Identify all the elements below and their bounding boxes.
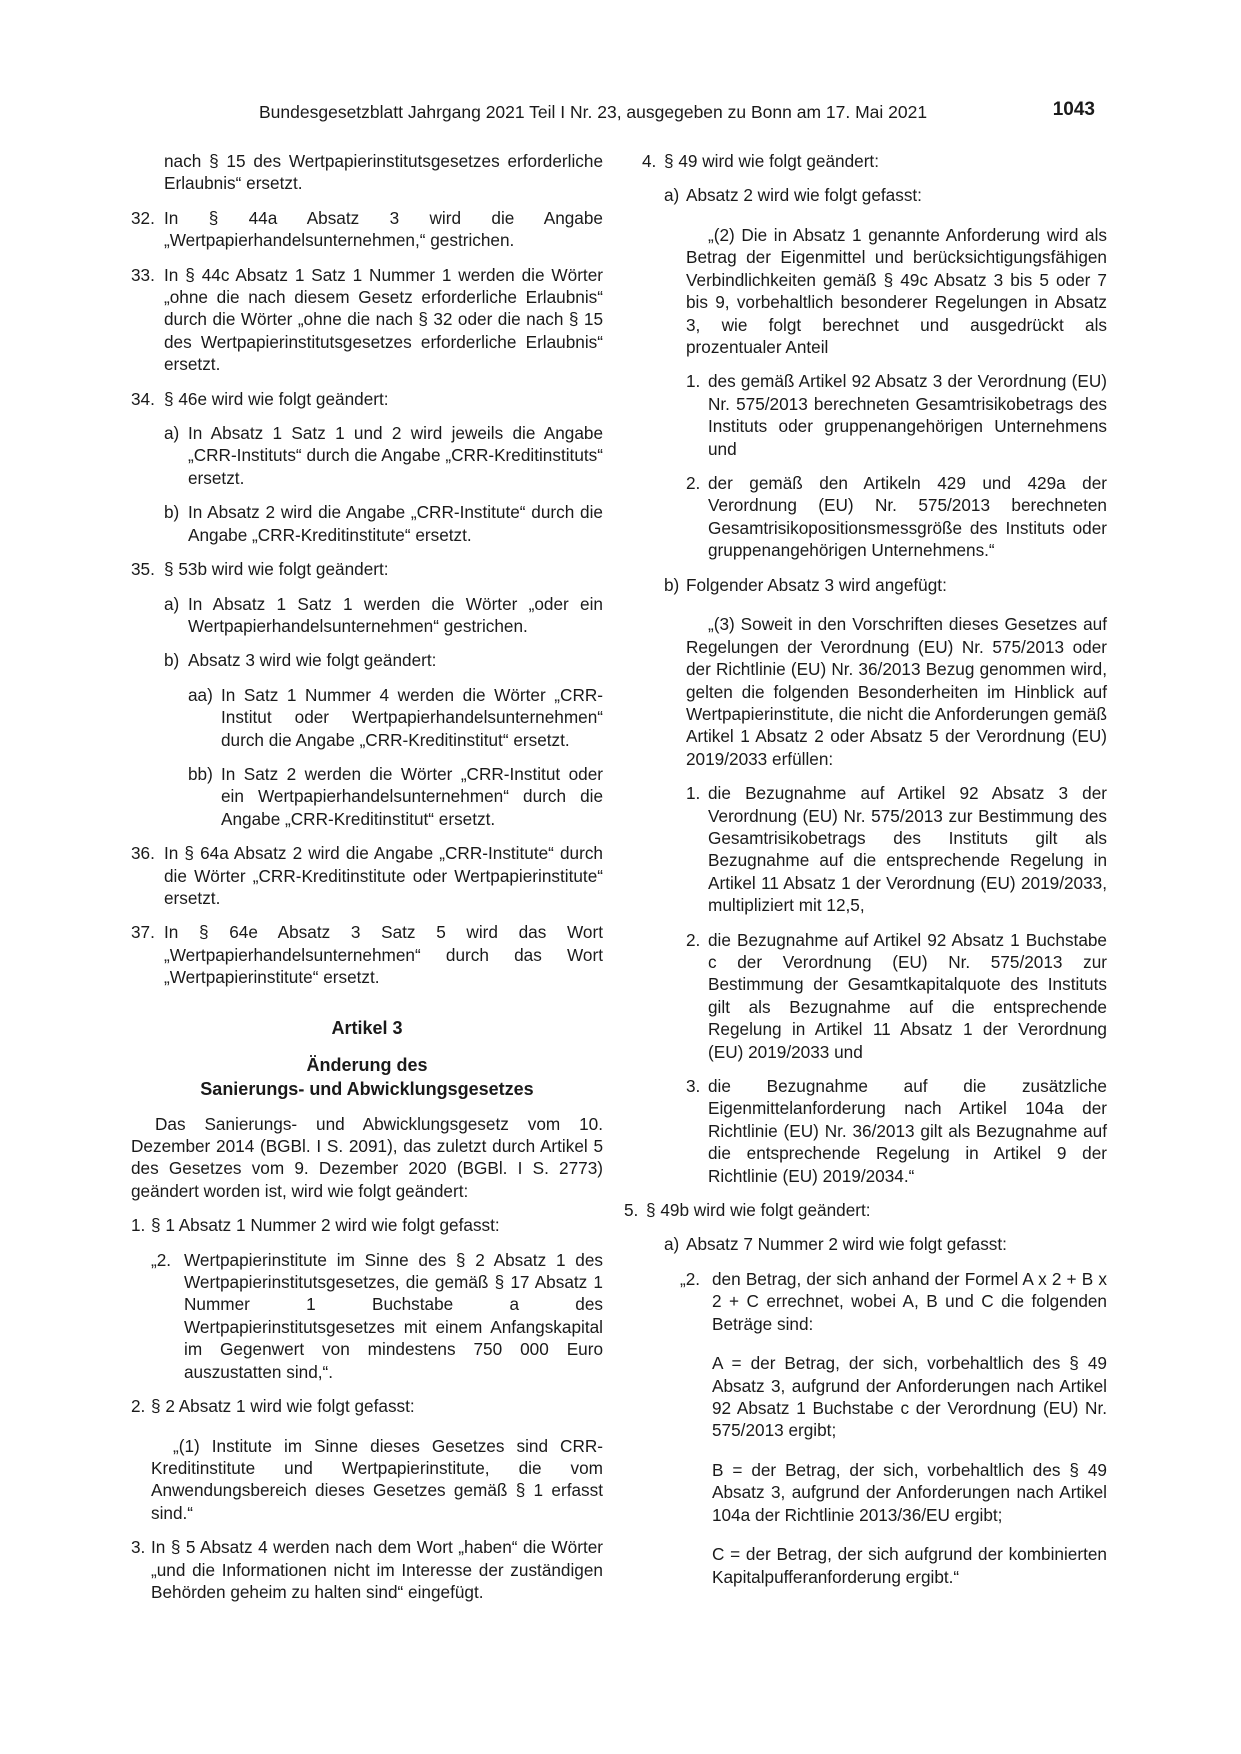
list-item-art3-1: [131, 1214, 603, 1236]
item-text: die Bezugnahme auf Artikel 92 Absatz 1 Buchstabe c der Verordnung (EU) Nr. 575/2013 zur Bestimmung der Gesamtkapitalquote des Instituts gilt als Bezugnahme auf die entsprechende Regelung in Artikel 11 Absatz 1 der Verordnung (EU) 2019/2033 und: [708, 929, 1107, 1062]
list-item-35: [131, 558, 603, 580]
item-text: In Satz 2 werden die Wörter „CRR-Institut oder ein Wertpapierhandelsunternehmen“ durch die Angabe „CRR-Kreditinstitut“ ersetzt.: [221, 763, 603, 829]
item-number: „2.: [151, 1249, 172, 1270]
item-number: 1.: [686, 783, 701, 804]
list-item-34b: [164, 501, 603, 546]
item-number: 1.: [686, 371, 701, 392]
formula-term-c: C = der Betrag, der sich aufgrund der kombinierten Kapitalpufferanforderung ergibt.“: [712, 1544, 1107, 1587]
item-text: § 49 wird wie folgt geändert:: [664, 151, 879, 171]
list-item-35a: [164, 593, 603, 638]
quoted-item-2: [680, 1268, 1107, 1335]
right-column: [624, 150, 1107, 1600]
list-item-art3-2: [131, 1395, 603, 1417]
list-item-4a-1: [686, 370, 1107, 460]
list-item-34: [131, 388, 603, 410]
item-number: „2.: [680, 1268, 701, 1289]
item-text: Folgender Absatz 3 wird angefügt:: [686, 574, 947, 595]
item-number: 36.: [131, 843, 155, 864]
item-number: 4.: [642, 151, 657, 171]
item-text: Absatz 7 Nummer 2 wird wie folgt gefasst:: [686, 1234, 1007, 1255]
list-item-37: [131, 921, 603, 988]
item-letter: a): [664, 185, 680, 206]
item-text: Absatz 2 wird wie folgt gefasst:: [686, 185, 922, 206]
header-title: Bundesgesetzblatt Jahrgang 2021 Teil I Nr. 23, ausgegeben zu Bonn am 17. Mai 2021: [259, 102, 928, 122]
item-letter: a): [664, 1234, 680, 1255]
article-heading: Artikel 3: [331, 1017, 403, 1038]
item-text: § 2 Absatz 1 wird wie folgt gefasst:: [151, 1396, 415, 1417]
article-title-line-1: Änderung des: [306, 1054, 428, 1075]
item-text: der gemäß den Artikeln 429 und 429a der Verordnung (EU) Nr. 575/2013 berechneten Gesamtrisikopositionsmessgröße des Instituts oder gruppenangehörigen Unternehmens.“: [708, 473, 1107, 561]
list-item-5: [624, 1199, 1107, 1221]
list-item-35b-bb: [188, 763, 603, 830]
item-text: In § 5 Absatz 4 werden nach dem Wort „haben“ die Wörter „und die Informationen nicht im Interesse der zuständigen Behörden geheim zu halten sind“ eingefügt.: [151, 1537, 603, 1603]
left-column: [131, 150, 603, 1616]
item-number: 34.: [131, 388, 155, 409]
quoted-paragraph: „(3) Soweit in den Vorschriften dieses Gesetzes auf Regelungen der Verordnung (EU) Nr. 575/2013 oder der Richtlinie (EU) Nr. 36/2013 Bezug genommen wird, gelten die folgenden Besonderheiten im Hinblick auf Wertpapierinstitute, die nicht die Anforderungen gemäß Artikel 1 Absatz 2 oder Absatz 5 der Verordnung (EU) 2019/2033 erfüllen:: [686, 614, 1107, 769]
formula-term-b: B = der Betrag, der sich, vorbehaltlich des § 49 Absatz 3, aufgrund der Anforderungen nach Artikel 104a der Richtlinie 2013/36/EU ergibt;: [712, 1460, 1107, 1525]
item-text: Wertpapierinstitute im Sinne des § 2 Absatz 1 des Wertpapierinstitutsgesetzes, die gemäß § 17 Absatz 1 Nummer 1 Buchstabe a des Wertpapierinstitutsgesetzes mit einem Anfangskapital im Gegenwert von mindestens 750 000 Euro auszustatten sind,“.: [184, 1249, 603, 1382]
quoted-item-2: [151, 1249, 603, 1383]
list-item-4a: [664, 184, 1107, 206]
continuation-text: nach § 15 des Wertpapierinstitutsgesetzes erforderliche Erlaubnis“ ersetzt.: [164, 151, 603, 194]
item-letter: bb): [188, 763, 213, 784]
list-item-36: [131, 842, 603, 909]
list-item-5a: [664, 1233, 1107, 1255]
item-number: 2.: [686, 473, 701, 494]
item-number: 32.: [131, 207, 155, 228]
item-text: In Satz 1 Nummer 4 werden die Wörter „CRR-Institut oder Wertpapierhandelsunternehmen“ durch die Angabe „CRR-Kreditinstitut“ ersetzt.: [221, 684, 603, 750]
item-text: die Bezugnahme auf die zusätzliche Eigenmittelanforderung nach Artikel 104a der Richtlinie (EU) Nr. 36/2013 gilt als Bezugnahme auf die entsprechende Regelung in Artikel 9 der Richtlinie (EU) 2019/2034.“: [708, 1076, 1107, 1186]
item-number: 3.: [131, 1537, 146, 1558]
item-text: In § 64e Absatz 3 Satz 5 wird das Wort „Wertpapierhandelsunternehmen“ durch das Wort „Wertpapierinstitute“ ersetzt.: [164, 922, 603, 988]
item-letter: b): [664, 574, 680, 595]
list-item-4b-3: [686, 1075, 1107, 1187]
item-letter: b): [164, 650, 180, 671]
item-number: 1.: [131, 1215, 146, 1236]
item-letter: aa): [188, 684, 213, 705]
list-item-4a-2: [686, 472, 1107, 562]
quoted-paragraph: „(2) Die in Absatz 1 genannte Anforderung wird als Betrag der Eigenmittel und berücksichtigungsfähigen Verbindlichkeiten gemäß § 49c Absatz 3 bis 5 oder 7 bis 9, vorbehaltlich besonderer Regelungen in Absatz 3, wie folgt berechnet und ausgedrückt als prozentualer Anteil: [686, 225, 1107, 358]
formula-term-a: A = der Betrag, der sich, vorbehaltlich des § 49 Absatz 3, aufgrund der Anforderungen nach Artikel 92 Absatz 1 Buchstabe c der Verordnung (EU) Nr. 575/2013 ergibt;: [712, 1353, 1107, 1441]
item-text: § 49b wird wie folgt geändert:: [646, 1200, 871, 1221]
item-number: 33.: [131, 264, 155, 285]
list-item-33: [131, 264, 603, 376]
item-number: 3.: [686, 1076, 701, 1096]
item-number: 5.: [624, 1200, 639, 1221]
page-number: 1043: [1052, 99, 1095, 120]
quoted-paragraph: „(1) Institute im Sinne dieses Gesetzes sind CRR-Kreditinstitute und Wertpapierinstitute, die vom Anwendungsbereich dieses Gesetzes gemäß § 1 erfasst sind.“: [151, 1435, 603, 1523]
item-text: Absatz 3 wird wie folgt geändert:: [188, 650, 437, 671]
list-item-35b: [164, 649, 603, 671]
item-number: 2.: [686, 929, 701, 950]
item-text: In Absatz 1 Satz 1 werden die Wörter „oder ein Wertpapierhandelsunternehmen“ gestrichen.: [188, 593, 603, 636]
item-text: In § 64a Absatz 2 wird die Angabe „CRR-Institute“ durch die Wörter „CRR-Kreditinstitute oder Wertpapierinstitute“ ersetzt.: [164, 843, 603, 908]
list-item-4: [642, 150, 1107, 172]
item-text: In § 44c Absatz 1 Satz 1 Nummer 1 werden die Wörter „ohne die nach diesem Gesetz erforderliche Erlaubnis“ durch die Wörter „ohne die nach § 32 oder die nach § 15 des Wertpapierinstitutsgesetzes erforderliche Erlaubnis“ ersetzt.: [164, 264, 603, 375]
item-text: § 53b wird wie folgt geändert:: [164, 559, 389, 580]
item-text: In § 44a Absatz 3 wird die Angabe „Wertpapierhandelsunternehmen,“ gestrichen.: [164, 207, 603, 251]
list-item-32: [131, 207, 603, 252]
item-text: die Bezugnahme auf Artikel 92 Absatz 3 der Verordnung (EU) Nr. 575/2013 zur Bestimmung des Gesamtrisikobetrags des Instituts gilt als Bezugnahme auf die entsprechende Regelung in Artikel 11 Absatz 1 der Verordnung (EU) 2019/2033, multipliziert mit 12,5,: [708, 783, 1107, 916]
item-text: des gemäß Artikel 92 Absatz 3 der Verordnung (EU) Nr. 575/2013 berechneten Gesamtrisikobetrags des Instituts oder gruppenangehörigen Unternehmens und: [708, 371, 1107, 459]
item-text: In Absatz 1 Satz 1 und 2 wird jeweils die Angabe „CRR-Instituts“ durch die Angabe „CRR-Kreditinstituts“ ersetzt.: [188, 423, 603, 488]
article-title-line-2: Sanierungs- und Abwicklungsgesetzes: [200, 1078, 534, 1099]
item-number: 35.: [131, 559, 155, 580]
list-item-4b: [664, 574, 1107, 596]
item-letter: b): [164, 502, 180, 523]
list-item-4b-2: [686, 929, 1107, 1063]
list-item-4b-1: [686, 782, 1107, 916]
article-title: [131, 1053, 603, 1101]
item-letter: a): [164, 593, 180, 614]
list-item-art3-3: [131, 1536, 603, 1603]
item-text: § 1 Absatz 1 Nummer 2 wird wie folgt gefasst:: [151, 1215, 500, 1236]
item-text: den Betrag, der sich anhand der Formel A x 2 + B x 2 + C errechnet, wobei A, B und C die folgenden Beträge sind:: [712, 1268, 1107, 1334]
item-number: 37.: [131, 922, 155, 943]
item-text: In Absatz 2 wird die Angabe „CRR-Institute“ durch die Angabe „CRR-Kreditinstitute“ ersetzt.: [188, 502, 603, 545]
item-number: 2.: [131, 1396, 146, 1417]
article-intro: Das Sanierungs- und Abwicklungsgesetz vom 10. Dezember 2014 (BGBl. I S. 2091), das zuletzt durch Artikel 5 des Gesetzes vom 9. Dezember 2020 (BGBl. I S. 2773) geändert worden ist, wird wie folgt geändert:: [131, 1113, 603, 1201]
item-letter: a): [164, 423, 180, 444]
list-item-35b-aa: [188, 684, 603, 751]
item-text: § 46e wird wie folgt geändert:: [164, 388, 389, 409]
list-item-34a: [164, 422, 603, 489]
